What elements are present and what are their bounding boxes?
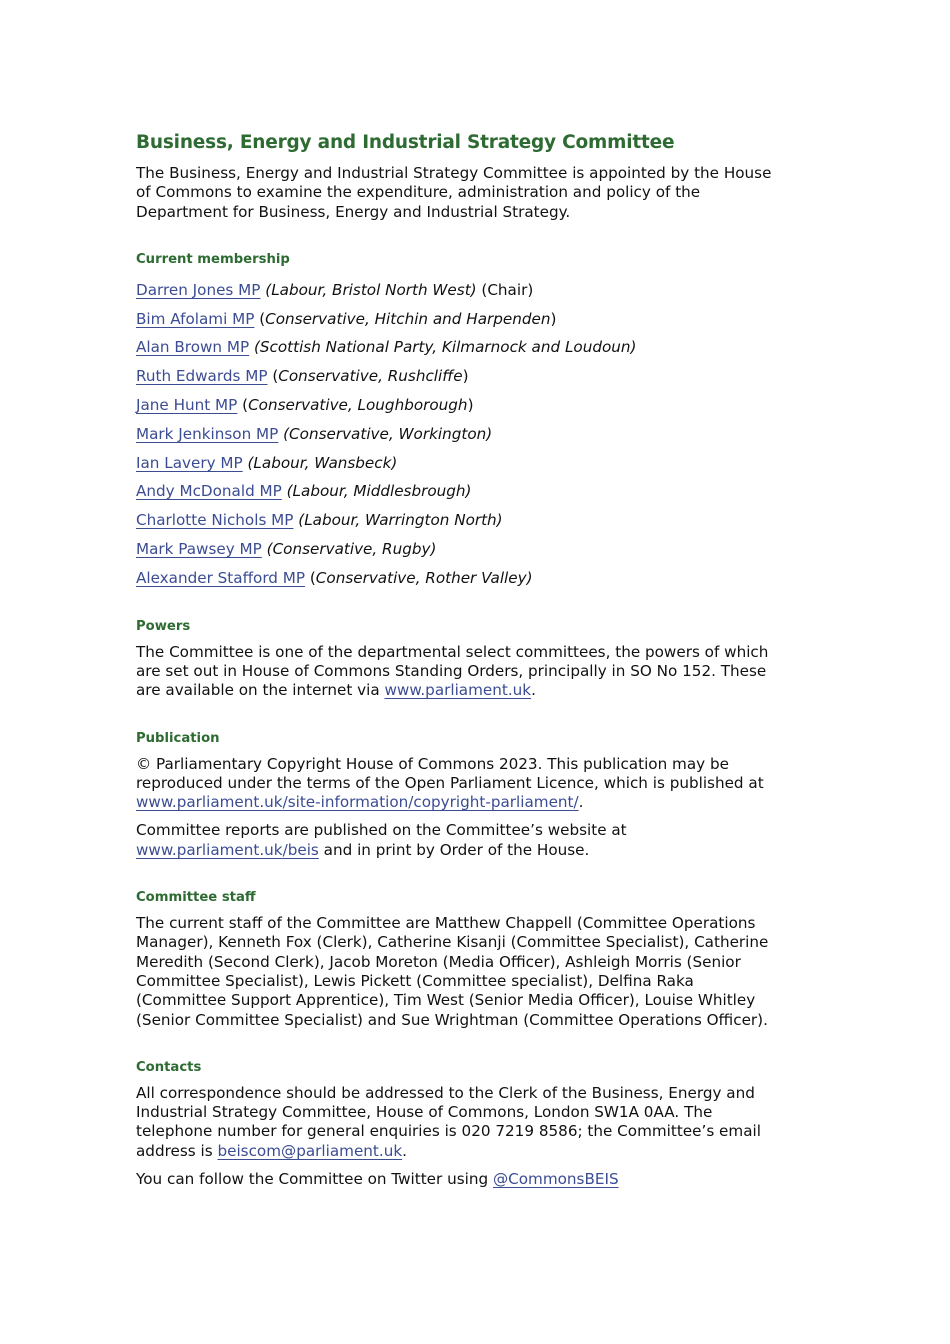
member-item [136,305,776,334]
member-name-link[interactable]: Mark Jenkinson MP [136,424,279,443]
member-item [136,477,776,506]
contacts-heading: Contacts [136,1059,202,1075]
member-detail-post: (Chair) [476,280,534,299]
publication-text-1: © Parliamentary Copyright House of Commons 2023. This publication may be reproduced under the terms of the Open Parliament Licence, which is published at [136,754,764,792]
publication-paragraph-1 [136,755,776,813]
member-detail: (Labour, Bristol North West) [265,280,477,299]
powers-end: . [531,681,536,700]
member-detail: (Scottish National Party, Kilmarnock and Loudoun) [253,338,637,357]
email-link[interactable]: beiscom@parliament.uk [217,1141,403,1160]
member-detail: Conservative, Rushcliffe [278,367,463,386]
member-name-link[interactable]: Bim Afolami MP [136,309,255,328]
member-item [136,276,776,305]
member-detail: (Labour, Wansbeck) [247,453,398,472]
powers-heading: Powers [136,618,191,634]
member-detail-post: ) [467,396,474,415]
publication-paragraph-2 [136,821,776,860]
member-item [136,506,776,535]
member-name-link[interactable]: Andy McDonald MP [136,482,282,501]
twitter-link[interactable]: @CommonsBEIS [492,1170,619,1188]
member-name-link[interactable]: Jane Hunt MP [136,396,238,415]
copyright-link[interactable]: www.parliament.uk/site-information/copyright-parliament/ [136,793,579,812]
member-name-link[interactable]: Alexander Stafford MP [136,568,306,587]
membership-heading: Current membership [136,251,290,267]
staff-paragraph: The current staff of the Committee are Matthew Chappell (Committee Operations Manager), Kenneth Fox (Clerk), Catherine Kisanji (Committee Specialist), Catherine Meredith (Second Clerk), Jacob Moreton (Media Officer), Ashleigh Morris (Senior Committee Specialist), Lewis Pickett (Committee specialist), Delfina Raka (Committee Support Apprentice), Tim West (Senior Media Officer), Louise Whitley (Senior Committee Specialist) and Sue Wrightman (Committee Operations Officer). [136,914,769,1029]
parliament-website-link[interactable]: www.parliament.uk [384,681,532,700]
contacts-text-2: You can follow the Committee on Twitter using [136,1170,493,1188]
member-detail: (Labour, Middlesbrough) [286,482,472,501]
powers-section [136,618,776,701]
members-list [136,276,776,593]
publication-section [136,730,776,860]
member-name-link[interactable]: Ruth Edwards MP [136,367,268,386]
member-item [136,535,776,564]
member-detail-post: ) [550,309,557,328]
member-item [136,333,776,362]
page-title: Business, Energy and Industrial Strategy Committee [136,132,675,153]
member-detail: Conservative, Loughborough [248,396,468,415]
contacts-paragraph-2 [136,1170,776,1189]
member-detail: Conservative, Hitchin and Harpenden [265,309,551,328]
intro-paragraph: The Business, Energy and Industrial Strategy Committee is appointed by the House of Commons to examine the expenditure, administration and policy of the Department for Business, Energy and Industrial Strategy. [136,164,772,221]
member-name-link[interactable]: Mark Pawsey MP [136,540,262,559]
member-detail-post: ) [462,367,469,386]
member-name-link[interactable]: Alan Brown MP [136,338,250,357]
member-detail-pre: ( [237,396,249,415]
member-detail: (Labour, Warrington North) [298,511,503,530]
member-detail: (Conservative, Workington) [283,424,493,443]
powers-paragraph [136,643,776,701]
member-detail-pre: ( [305,568,316,587]
member-item [136,449,776,478]
contacts-text-1: All correspondence should be addressed to the Clerk of the Business, Energy and Industrial Strategy Committee, House of Commons, London SW1A 0AA. The telephone number for general enquiries is 020 7219 8586; the Committee’s email address is [136,1083,761,1160]
contacts-paragraph-1 [136,1084,776,1161]
staff-section [136,889,776,1030]
document-page [136,130,776,1189]
publication-end-1: . [578,793,584,812]
member-item [136,391,776,420]
staff-heading: Committee staff [136,890,256,906]
powers-text: The Committee is one of the departmental select committees, the powers of which are set out in House of Commons Standing Orders, principally in SO No 152. These are available on the internet via [136,642,769,700]
member-name-link[interactable]: Darren Jones MP [136,280,261,299]
member-detail-pre: ( [254,309,266,328]
member-name-link[interactable]: Ian Lavery MP [136,453,243,472]
contacts-end-1: . [402,1141,407,1160]
member-detail: (Conservative, Rugby) [266,540,437,559]
publication-text-2: Committee reports are published on the Committee’s website at [136,821,627,840]
member-name-link[interactable]: Charlotte Nichols MP [136,511,294,530]
membership-section [136,251,776,593]
member-item [136,420,776,449]
beis-website-link[interactable]: www.parliament.uk/beis [136,840,319,859]
member-detail-pre: ( [267,367,279,386]
member-detail: Conservative, Rother Valley) [315,568,533,587]
publication-heading: Publication [136,730,220,746]
member-item [136,362,776,391]
publication-end-2: and in print by Order of the House. [318,840,590,859]
contacts-section [136,1059,776,1189]
member-item [136,564,776,593]
